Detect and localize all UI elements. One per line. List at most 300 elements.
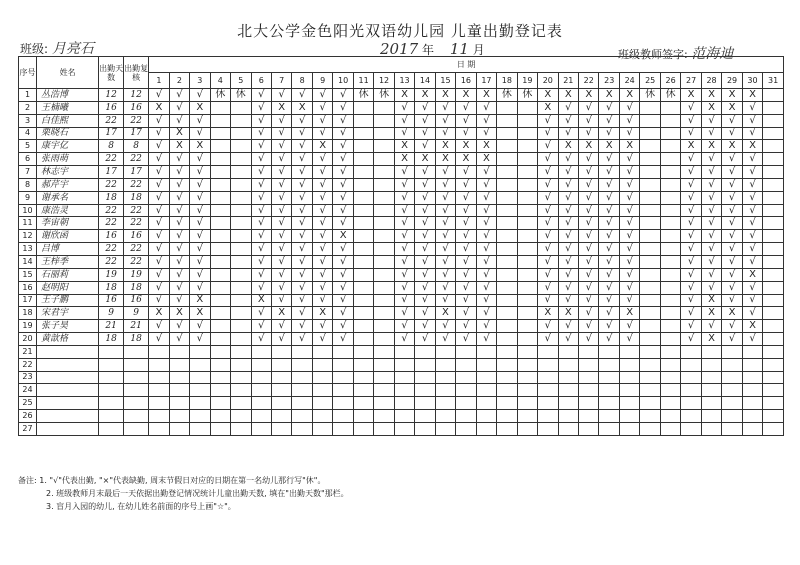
return-check-cell: 18 bbox=[124, 281, 149, 294]
attendance-mark-cell bbox=[497, 358, 517, 371]
attendance-mark-cell: √ bbox=[394, 114, 414, 127]
attendance-mark-cell: √ bbox=[456, 166, 476, 179]
attendance-mark-cell bbox=[701, 358, 721, 371]
attendance-mark-cell: √ bbox=[435, 333, 455, 346]
day-header-cell: 6 bbox=[251, 73, 271, 89]
attendance-mark-cell bbox=[517, 140, 537, 153]
day-header-cell: 5 bbox=[231, 73, 251, 89]
month-value: 11 bbox=[449, 40, 469, 58]
attendance-mark-cell bbox=[374, 371, 394, 384]
attendance-mark-cell: √ bbox=[169, 217, 189, 230]
attendance-mark-cell bbox=[149, 410, 169, 423]
table-row bbox=[19, 243, 784, 256]
attendance-mark-cell bbox=[312, 384, 332, 397]
attendance-mark-cell bbox=[763, 307, 784, 320]
attendance-mark-cell bbox=[497, 153, 517, 166]
attendance-mark-cell: √ bbox=[742, 281, 762, 294]
attend-days-cell: 8 bbox=[99, 140, 124, 153]
attendance-mark-cell bbox=[231, 422, 251, 435]
attendance-mark-cell: √ bbox=[681, 294, 701, 307]
seq-cell: 7 bbox=[19, 166, 37, 179]
attendance-mark-cell: √ bbox=[149, 320, 169, 333]
attendance-mark-cell: X bbox=[722, 140, 742, 153]
attendance-mark-cell: √ bbox=[271, 89, 291, 102]
attendance-mark-cell: √ bbox=[538, 191, 558, 204]
attendance-mark-cell bbox=[271, 384, 291, 397]
attendance-mark-cell bbox=[742, 384, 762, 397]
attendance-mark-cell bbox=[353, 294, 373, 307]
attendance-mark-cell bbox=[353, 101, 373, 114]
attendance-mark-cell bbox=[640, 358, 660, 371]
attendance-mark-cell bbox=[353, 333, 373, 346]
seq-cell: 27 bbox=[19, 422, 37, 435]
seq-cell: 4 bbox=[19, 127, 37, 140]
attendance-mark-cell bbox=[763, 410, 784, 423]
attendance-mark-cell: √ bbox=[456, 101, 476, 114]
attendance-mark-cell: √ bbox=[722, 204, 742, 217]
attendance-mark-cell: √ bbox=[701, 127, 721, 140]
attendance-mark-cell: √ bbox=[149, 140, 169, 153]
attendance-mark-cell bbox=[497, 140, 517, 153]
attendance-mark-cell: √ bbox=[435, 178, 455, 191]
attendance-mark-cell: √ bbox=[292, 140, 312, 153]
attendance-mark-cell: √ bbox=[312, 153, 332, 166]
attendance-mark-cell: √ bbox=[415, 230, 435, 243]
attendance-mark-cell bbox=[763, 178, 784, 191]
attendance-mark-cell bbox=[558, 410, 578, 423]
attendance-mark-cell: X bbox=[149, 307, 169, 320]
attendance-mark-cell bbox=[210, 217, 230, 230]
attendance-mark-cell bbox=[353, 243, 373, 256]
attendance-mark-cell bbox=[660, 140, 680, 153]
attendance-mark-cell bbox=[231, 397, 251, 410]
attendance-mark-cell bbox=[517, 281, 537, 294]
attendance-mark-cell bbox=[292, 422, 312, 435]
attendance-mark-cell: √ bbox=[619, 294, 639, 307]
attendance-mark-cell bbox=[660, 217, 680, 230]
note-line: 3. 盲月入园的幼儿, 在幼儿姓名前面的序号上画"☆"。 bbox=[46, 502, 236, 511]
attendance-mark-cell: √ bbox=[619, 243, 639, 256]
attendance-mark-cell bbox=[497, 230, 517, 243]
attendance-mark-cell: √ bbox=[394, 320, 414, 333]
attendance-mark-cell bbox=[763, 166, 784, 179]
attendance-mark-cell bbox=[660, 345, 680, 358]
attendance-mark-cell: √ bbox=[149, 89, 169, 102]
return-check-cell bbox=[124, 397, 149, 410]
attendance-mark-cell: √ bbox=[619, 101, 639, 114]
return-check-cell: 22 bbox=[124, 243, 149, 256]
attendance-mark-cell: √ bbox=[681, 255, 701, 268]
attendance-mark-cell bbox=[742, 422, 762, 435]
day-header-cell: 28 bbox=[701, 73, 721, 89]
attendance-mark-cell: √ bbox=[190, 89, 210, 102]
attendance-mark-cell bbox=[476, 422, 496, 435]
attendance-mark-cell: √ bbox=[333, 217, 353, 230]
day-header-cell: 1 bbox=[149, 73, 169, 89]
attendance-mark-cell bbox=[476, 345, 496, 358]
seq-cell: 20 bbox=[19, 333, 37, 346]
attendance-mark-cell bbox=[333, 397, 353, 410]
attendance-mark-cell bbox=[190, 358, 210, 371]
attendance-mark-cell: √ bbox=[292, 204, 312, 217]
table-row bbox=[19, 268, 784, 281]
attendance-mark-cell bbox=[517, 153, 537, 166]
attendance-mark-cell bbox=[701, 410, 721, 423]
attendance-mark-cell bbox=[640, 422, 660, 435]
seq-cell: 17 bbox=[19, 294, 37, 307]
attendance-mark-cell: √ bbox=[558, 243, 578, 256]
attendance-mark-cell bbox=[497, 255, 517, 268]
attendance-mark-cell: X bbox=[456, 89, 476, 102]
attendance-mark-cell: √ bbox=[722, 281, 742, 294]
attendance-mark-cell bbox=[517, 371, 537, 384]
attendance-mark-cell bbox=[374, 345, 394, 358]
attendance-mark-cell bbox=[558, 371, 578, 384]
attendance-mark-cell: √ bbox=[435, 320, 455, 333]
attendance-mark-cell bbox=[558, 397, 578, 410]
attendance-mark-cell: √ bbox=[476, 307, 496, 320]
attendance-mark-cell: X bbox=[701, 294, 721, 307]
attendance-mark-cell bbox=[231, 307, 251, 320]
attendance-mark-cell: √ bbox=[149, 217, 169, 230]
return-check-cell: 22 bbox=[124, 178, 149, 191]
attendance-mark-cell: √ bbox=[251, 191, 271, 204]
attendance-mark-cell bbox=[456, 358, 476, 371]
day-header-cell: 16 bbox=[456, 73, 476, 89]
attendance-mark-cell bbox=[538, 371, 558, 384]
attendance-mark-cell bbox=[517, 307, 537, 320]
attendance-mark-cell bbox=[374, 127, 394, 140]
attendance-mark-cell bbox=[353, 307, 373, 320]
attendance-mark-cell: √ bbox=[415, 114, 435, 127]
attendance-mark-cell bbox=[640, 371, 660, 384]
year-value: 2017 bbox=[380, 40, 419, 58]
attendance-mark-cell: √ bbox=[599, 255, 619, 268]
attendance-mark-cell bbox=[476, 371, 496, 384]
attendance-mark-cell: √ bbox=[415, 191, 435, 204]
attendance-mark-cell bbox=[190, 384, 210, 397]
attendance-mark-cell: √ bbox=[435, 217, 455, 230]
attendance-mark-cell: X bbox=[701, 333, 721, 346]
table-row bbox=[19, 255, 784, 268]
seq-cell: 25 bbox=[19, 397, 37, 410]
page-title: 北大公学金色阳光双语幼儿园 儿童出勤登记表 bbox=[237, 22, 563, 40]
attendance-mark-cell bbox=[231, 281, 251, 294]
attendance-mark-cell bbox=[210, 230, 230, 243]
attendance-mark-cell: X bbox=[722, 89, 742, 102]
return-check-cell: 22 bbox=[124, 153, 149, 166]
attendance-mark-cell bbox=[579, 358, 599, 371]
attendance-mark-cell: X bbox=[742, 89, 762, 102]
attendance-mark-cell: √ bbox=[722, 166, 742, 179]
attendance-mark-cell bbox=[374, 358, 394, 371]
attendance-mark-cell: √ bbox=[169, 114, 189, 127]
table-row bbox=[19, 114, 784, 127]
name-cell: 康宇亿 bbox=[37, 140, 99, 153]
table-row bbox=[19, 371, 784, 384]
attendance-mark-cell: √ bbox=[169, 166, 189, 179]
attendance-mark-cell: √ bbox=[599, 333, 619, 346]
attendance-mark-cell: √ bbox=[476, 217, 496, 230]
attendance-mark-cell: √ bbox=[333, 204, 353, 217]
attendance-mark-cell: √ bbox=[681, 191, 701, 204]
attendance-mark-cell: √ bbox=[599, 320, 619, 333]
attendance-mark-cell: X bbox=[190, 307, 210, 320]
attendance-mark-cell bbox=[497, 410, 517, 423]
attendance-mark-cell bbox=[231, 178, 251, 191]
day-header-cell: 27 bbox=[681, 73, 701, 89]
attendance-mark-cell: √ bbox=[456, 204, 476, 217]
attendance-mark-cell bbox=[763, 281, 784, 294]
attendance-mark-cell: √ bbox=[169, 101, 189, 114]
seq-cell: 16 bbox=[19, 281, 37, 294]
attendance-mark-cell: √ bbox=[722, 217, 742, 230]
attendance-mark-cell bbox=[374, 230, 394, 243]
teacher-signature: 范海迪 bbox=[691, 46, 734, 62]
attendance-mark-cell bbox=[619, 371, 639, 384]
attendance-mark-cell: √ bbox=[435, 191, 455, 204]
attendance-mark-cell bbox=[210, 255, 230, 268]
attendance-mark-cell: √ bbox=[456, 294, 476, 307]
attendance-mark-cell bbox=[353, 127, 373, 140]
attendance-mark-cell bbox=[435, 422, 455, 435]
attendance-mark-cell: X bbox=[701, 307, 721, 320]
attendance-mark-cell bbox=[742, 345, 762, 358]
attendance-mark-cell: √ bbox=[149, 204, 169, 217]
attendance-mark-cell: √ bbox=[394, 243, 414, 256]
attendance-mark-cell bbox=[251, 410, 271, 423]
attendance-mark-cell: X bbox=[169, 307, 189, 320]
attendance-mark-cell: √ bbox=[169, 191, 189, 204]
day-header-cell: 21 bbox=[558, 73, 578, 89]
attendance-mark-cell: √ bbox=[619, 320, 639, 333]
attendance-mark-cell: √ bbox=[251, 166, 271, 179]
attendance-mark-cell: X bbox=[681, 89, 701, 102]
attendance-mark-cell bbox=[210, 101, 230, 114]
attendance-mark-cell: √ bbox=[742, 178, 762, 191]
attendance-mark-cell: X bbox=[722, 101, 742, 114]
attendance-mark-cell: √ bbox=[558, 230, 578, 243]
attendance-mark-cell bbox=[497, 384, 517, 397]
attendance-mark-cell bbox=[292, 410, 312, 423]
attendance-mark-cell: √ bbox=[415, 178, 435, 191]
attend-days-cell: 18 bbox=[99, 281, 124, 294]
seq-cell: 9 bbox=[19, 191, 37, 204]
attendance-mark-cell bbox=[640, 294, 660, 307]
name-cell: 王楠曦 bbox=[37, 101, 99, 114]
attendance-mark-cell bbox=[231, 320, 251, 333]
day-header-cell: 25 bbox=[640, 73, 660, 89]
attend-days-cell: 18 bbox=[99, 191, 124, 204]
attendance-mark-cell: √ bbox=[476, 166, 496, 179]
day-header-cell: 22 bbox=[579, 73, 599, 89]
attendance-mark-cell bbox=[722, 358, 742, 371]
attendance-mark-cell bbox=[231, 191, 251, 204]
attendance-mark-cell: √ bbox=[476, 191, 496, 204]
attendance-mark-cell bbox=[497, 178, 517, 191]
attendance-mark-cell: √ bbox=[251, 153, 271, 166]
attendance-mark-cell: √ bbox=[722, 178, 742, 191]
attendance-table bbox=[18, 56, 784, 436]
attendance-mark-cell bbox=[599, 345, 619, 358]
attendance-mark-cell bbox=[497, 397, 517, 410]
attendance-mark-cell: √ bbox=[558, 255, 578, 268]
attendance-mark-cell: √ bbox=[476, 127, 496, 140]
attendance-mark-cell bbox=[353, 153, 373, 166]
attendance-mark-cell: √ bbox=[251, 140, 271, 153]
attendance-mark-cell: √ bbox=[456, 281, 476, 294]
attendance-mark-cell bbox=[456, 422, 476, 435]
attendance-mark-cell: X bbox=[681, 140, 701, 153]
attendance-mark-cell: √ bbox=[149, 127, 169, 140]
attendance-mark-cell: X bbox=[742, 268, 762, 281]
attendance-mark-cell: √ bbox=[271, 153, 291, 166]
return-check-cell bbox=[124, 345, 149, 358]
attendance-mark-cell: √ bbox=[251, 307, 271, 320]
attendance-mark-cell bbox=[353, 217, 373, 230]
name-cell: 张雨萌 bbox=[37, 153, 99, 166]
attendance-mark-cell: X bbox=[394, 89, 414, 102]
attendance-mark-cell: √ bbox=[271, 281, 291, 294]
attendance-mark-cell bbox=[353, 410, 373, 423]
attendance-mark-cell bbox=[435, 384, 455, 397]
attendance-mark-cell bbox=[640, 101, 660, 114]
table-row bbox=[19, 281, 784, 294]
attendance-mark-cell: √ bbox=[190, 243, 210, 256]
attendance-mark-cell bbox=[579, 410, 599, 423]
attendance-mark-cell: √ bbox=[579, 191, 599, 204]
attendance-mark-cell bbox=[763, 243, 784, 256]
attendance-mark-cell: √ bbox=[435, 101, 455, 114]
attendance-mark-cell bbox=[497, 166, 517, 179]
return-check-cell: 22 bbox=[124, 204, 149, 217]
name-cell bbox=[37, 384, 99, 397]
name-cell: 康浩灵 bbox=[37, 204, 99, 217]
attendance-mark-cell bbox=[640, 127, 660, 140]
attendance-mark-cell: √ bbox=[599, 166, 619, 179]
name-cell bbox=[37, 422, 99, 435]
attendance-mark-cell bbox=[763, 320, 784, 333]
name-cell: 赵明阳 bbox=[37, 281, 99, 294]
return-check-cell bbox=[124, 384, 149, 397]
attendance-mark-cell: √ bbox=[619, 114, 639, 127]
attendance-mark-cell: √ bbox=[394, 294, 414, 307]
attendance-mark-cell: √ bbox=[599, 294, 619, 307]
return-check-cell bbox=[124, 371, 149, 384]
attendance-mark-cell: √ bbox=[435, 255, 455, 268]
attendance-mark-cell: X bbox=[435, 153, 455, 166]
attendance-mark-cell bbox=[149, 397, 169, 410]
attendance-mark-cell: √ bbox=[333, 89, 353, 102]
attendance-mark-cell: √ bbox=[742, 217, 762, 230]
attendance-mark-cell: √ bbox=[149, 243, 169, 256]
attendance-mark-cell bbox=[538, 358, 558, 371]
attendance-mark-cell: √ bbox=[476, 101, 496, 114]
attendance-mark-cell bbox=[210, 410, 230, 423]
attendance-mark-cell bbox=[640, 191, 660, 204]
day-header-cell: 29 bbox=[722, 73, 742, 89]
attend-days-cell: 16 bbox=[99, 230, 124, 243]
table-row bbox=[19, 89, 784, 102]
attendance-mark-cell: √ bbox=[538, 217, 558, 230]
attend-days-cell: 17 bbox=[99, 127, 124, 140]
attendance-mark-cell: √ bbox=[169, 230, 189, 243]
attendance-mark-cell: √ bbox=[292, 166, 312, 179]
seq-cell: 1 bbox=[19, 89, 37, 102]
attendance-mark-cell bbox=[231, 294, 251, 307]
attendance-mark-cell: √ bbox=[190, 255, 210, 268]
attendance-mark-cell bbox=[435, 397, 455, 410]
attendance-mark-cell bbox=[660, 358, 680, 371]
attendance-mark-cell bbox=[190, 422, 210, 435]
attendance-mark-cell: √ bbox=[579, 166, 599, 179]
day-header-cell: 7 bbox=[271, 73, 291, 89]
name-cell bbox=[37, 345, 99, 358]
attendance-mark-cell: √ bbox=[271, 255, 291, 268]
attendance-mark-cell: √ bbox=[701, 178, 721, 191]
attendance-mark-cell: √ bbox=[415, 140, 435, 153]
attendance-mark-cell bbox=[640, 333, 660, 346]
attendance-mark-cell bbox=[292, 345, 312, 358]
attendance-mark-cell bbox=[353, 281, 373, 294]
attendance-mark-cell: X bbox=[558, 89, 578, 102]
attendance-mark-cell: √ bbox=[538, 166, 558, 179]
attendance-mark-cell bbox=[333, 371, 353, 384]
attendance-mark-cell: √ bbox=[169, 153, 189, 166]
attendance-mark-cell: √ bbox=[722, 114, 742, 127]
attendance-mark-cell bbox=[722, 384, 742, 397]
attendance-mark-cell: √ bbox=[415, 243, 435, 256]
attendance-mark-cell: √ bbox=[579, 230, 599, 243]
attendance-mark-cell: √ bbox=[558, 268, 578, 281]
teacher-label: 班级教师签字: bbox=[618, 48, 688, 61]
attendance-mark-cell bbox=[210, 294, 230, 307]
attend-days-cell bbox=[99, 397, 124, 410]
attendance-mark-cell: √ bbox=[435, 204, 455, 217]
attendance-mark-cell bbox=[394, 397, 414, 410]
attendance-mark-cell: √ bbox=[394, 255, 414, 268]
attendance-mark-cell bbox=[231, 243, 251, 256]
attendance-mark-cell: √ bbox=[149, 178, 169, 191]
attendance-mark-cell: √ bbox=[415, 333, 435, 346]
day-header-cell: 26 bbox=[660, 73, 680, 89]
attendance-mark-cell: √ bbox=[435, 294, 455, 307]
attendance-mark-cell: √ bbox=[333, 243, 353, 256]
attendance-mark-cell bbox=[312, 410, 332, 423]
attendance-mark-cell: √ bbox=[599, 191, 619, 204]
attendance-mark-cell: √ bbox=[476, 114, 496, 127]
attendance-mark-cell: √ bbox=[312, 255, 332, 268]
attend-days-cell: 17 bbox=[99, 166, 124, 179]
attendance-mark-cell: X bbox=[251, 294, 271, 307]
attendance-mark-cell: X bbox=[619, 140, 639, 153]
return-check-cell bbox=[124, 422, 149, 435]
return-check-cell: 21 bbox=[124, 320, 149, 333]
attendance-mark-cell: √ bbox=[271, 204, 291, 217]
attendance-mark-cell: √ bbox=[476, 281, 496, 294]
attendance-mark-cell: √ bbox=[190, 268, 210, 281]
day-header-cell: 20 bbox=[538, 73, 558, 89]
attendance-mark-cell bbox=[517, 114, 537, 127]
attendance-mark-cell: √ bbox=[558, 333, 578, 346]
attendance-mark-cell bbox=[353, 204, 373, 217]
attendance-mark-cell: √ bbox=[579, 101, 599, 114]
attendance-mark-cell: √ bbox=[681, 230, 701, 243]
attendance-mark-cell bbox=[374, 422, 394, 435]
attendance-mark-cell bbox=[497, 294, 517, 307]
attendance-mark-cell: √ bbox=[701, 230, 721, 243]
attendance-mark-cell bbox=[210, 422, 230, 435]
